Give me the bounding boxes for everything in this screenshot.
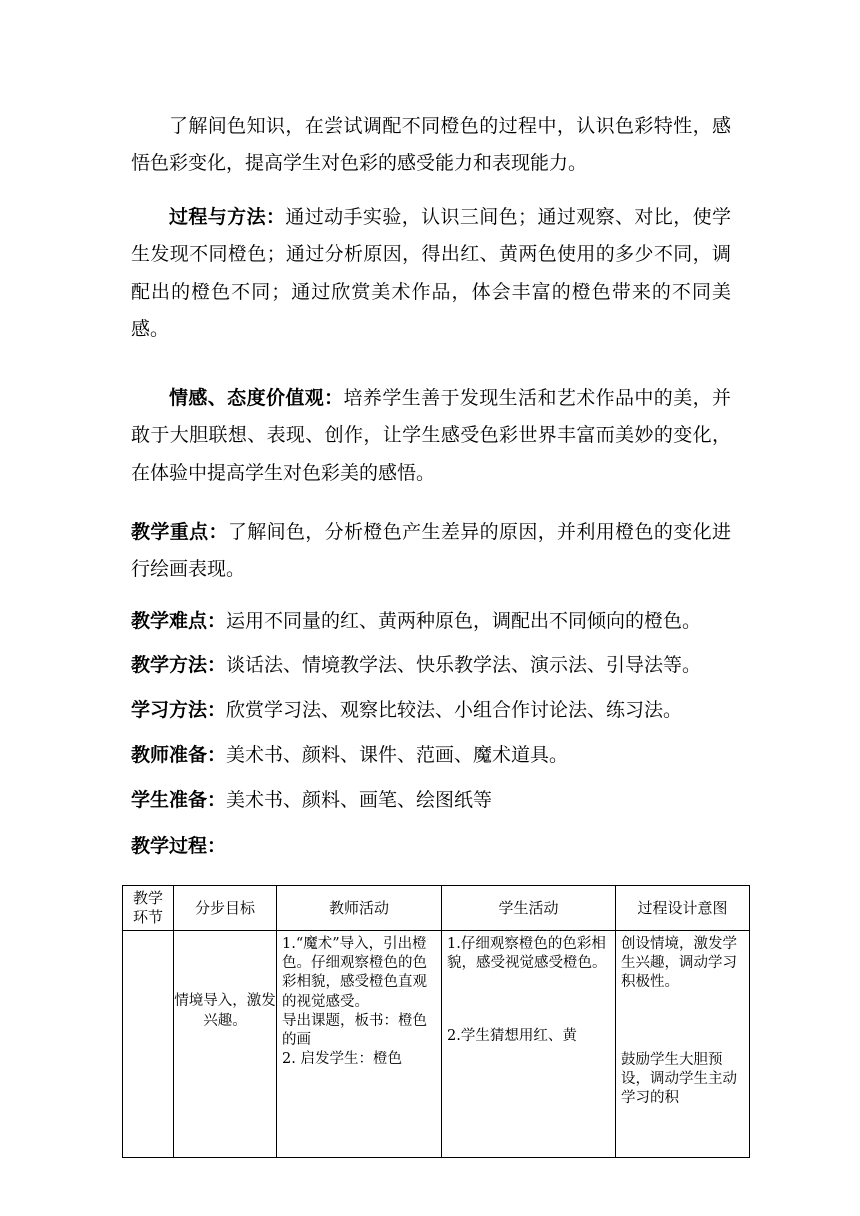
key-points-text: 了解间色，分析橙色产生差异的原因，并利用橙色的变化进行绘画表现。 xyxy=(131,521,731,581)
emotion-objective xyxy=(131,380,731,492)
process-method-text: 通过动手实验，认识三间色；通过观察、对比，使学生发现不同橙色；通过分析原因，得出红、黄两色使用的多少不同，调配出的橙色不同；通过欣赏美术作品，体会丰富的橙色带来的不同美感。 xyxy=(131,206,731,341)
teacher-activity-1: 1.“魔术”导入，引出橙色。仔细观察橙色的色彩相貌，感受橙色直观的视觉感受。 xyxy=(282,936,427,1010)
student-activity-2: 2.学生猜想用红、黄 xyxy=(447,1028,577,1045)
table-row xyxy=(123,931,750,1158)
learning-methods-label: 学习方法： xyxy=(131,699,227,721)
difficulties-text: 运用不同量的红、黄两种原色，调配出不同倾向的橙色。 xyxy=(226,610,702,632)
goal-text: 情境导入，激发兴趣。 xyxy=(174,993,276,1029)
design-purpose-1: 创设情境，激发学生兴趣，调动学习积极性。 xyxy=(621,936,737,991)
goal-cell xyxy=(174,931,277,1158)
header-stage: 教学环节 xyxy=(123,886,174,931)
process-method-label: 过程与方法： xyxy=(169,206,286,228)
teaching-methods xyxy=(131,647,731,684)
key-points xyxy=(131,514,731,589)
process-method-objective xyxy=(131,199,731,349)
teaching-methods-label: 教学方法： xyxy=(131,654,227,676)
learning-methods xyxy=(131,692,731,729)
teaching-process-heading: 教学过程： xyxy=(131,835,227,857)
teacher-preparation-label: 教师准备： xyxy=(131,744,227,766)
student-activity-1: 1.仔细观察橙色的色彩相貌，感受视觉感受橙色。 xyxy=(447,936,607,972)
emotion-text: 培养学生善于发现生活和艺术作品中的美，并敢于大胆联想、表现、创作，让学生感受色彩世界丰富而美妙的变化，在体验中提高学生对色彩美的感悟。 xyxy=(131,387,731,484)
student-preparation-label: 学生准备： xyxy=(131,789,227,811)
emotion-label: 情感、态度价值观： xyxy=(169,387,344,409)
header-goal: 分步目标 xyxy=(174,886,277,931)
lesson-plan-table xyxy=(122,885,750,1158)
teacher-activity-cell xyxy=(277,931,442,1158)
header-student-activity: 学生活动 xyxy=(442,886,616,931)
teacher-activity-2: 导出课题，板书：橙色的画 xyxy=(282,1012,427,1049)
design-purpose-cell xyxy=(616,931,750,1158)
difficulties-label: 教学难点： xyxy=(131,610,227,632)
design-purpose-2: 鼓励学生大胆预设，调动学生主动学习的积 xyxy=(621,1051,737,1107)
difficulties xyxy=(131,603,731,640)
teacher-preparation xyxy=(131,737,731,774)
header-design-purpose: 过程设计意图 xyxy=(616,886,750,931)
student-activity-cell xyxy=(442,931,616,1158)
header-teacher-activity: 教师活动 xyxy=(277,886,442,931)
learning-methods-text: 欣赏学习法、观察比较法、小组合作讨论法、练习法。 xyxy=(226,699,683,721)
student-preparation xyxy=(131,782,731,819)
table-header-row xyxy=(123,886,750,931)
teacher-activity-3: 2. 启发学生：橙色 xyxy=(282,1051,402,1068)
knowledge-objective: 了解间色知识，在尝试调配不同橙色的过程中，认识色彩特性，感悟色彩变化，提高学生对色彩的感受能力和表现能力。 xyxy=(131,115,731,175)
stage-cell xyxy=(123,931,174,1158)
key-points-label: 教学重点： xyxy=(131,521,228,543)
teaching-methods-text: 谈话法、情境教学法、快乐教学法、演示法、引导法等。 xyxy=(226,654,702,676)
student-preparation-text: 美术书、颜料、画笔、绘图纸等 xyxy=(226,789,493,811)
teacher-preparation-text: 美术书、颜料、课件、范画、魔术道具。 xyxy=(226,744,569,766)
